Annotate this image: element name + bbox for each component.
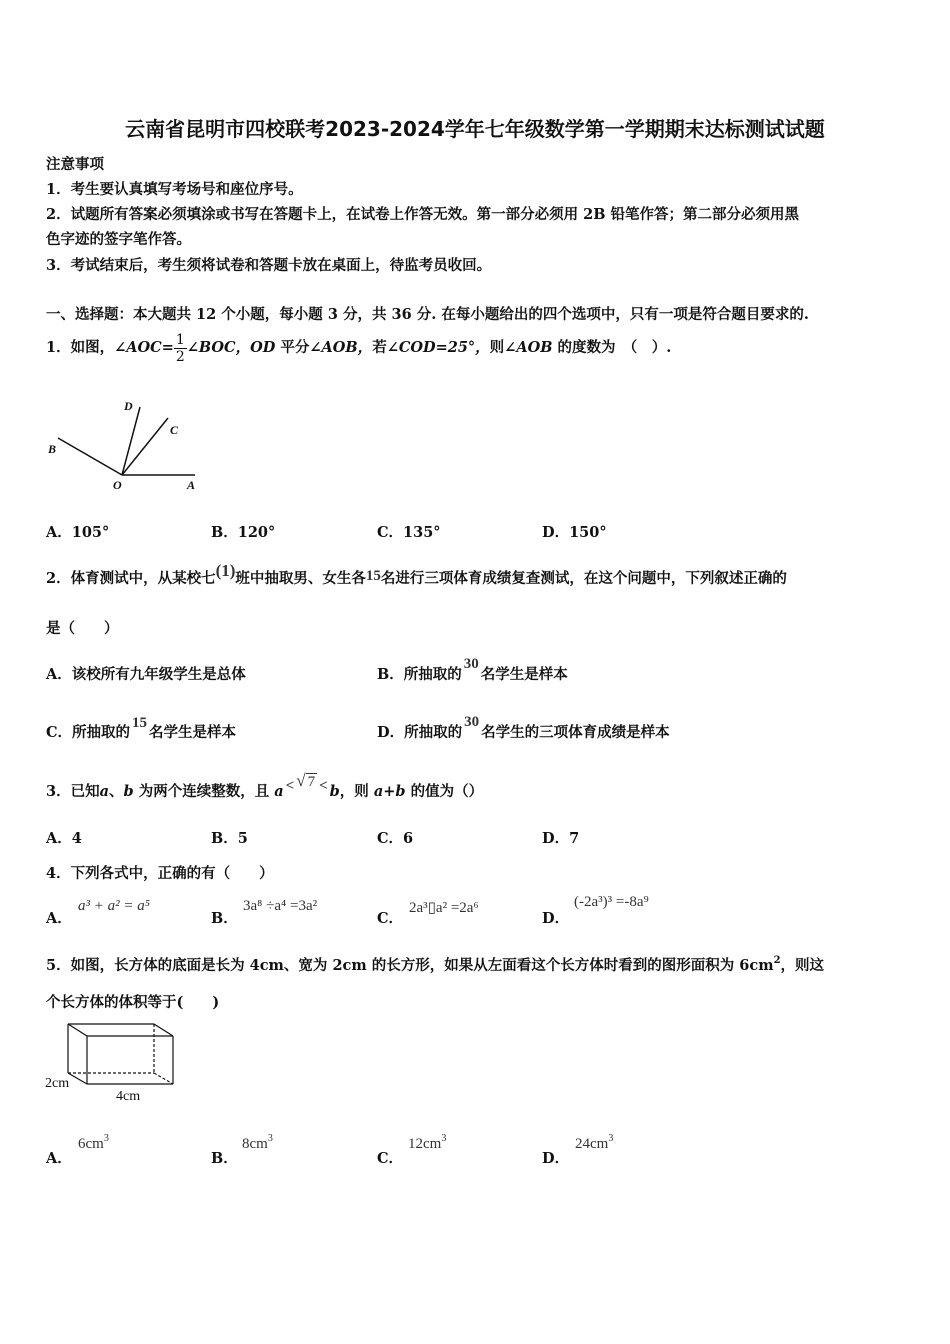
q2-option-c-text-2: 名学生是样本: [149, 724, 237, 741]
q1-od: OD: [250, 339, 276, 356]
q5-option-a-label[interactable]: A．: [46, 1150, 72, 1167]
q5-cuboid-figure: [44, 1016, 184, 1106]
q5-figure-length-label: 4cm: [116, 1089, 141, 1104]
q1-angle-boc: ∠BOC，: [186, 339, 251, 356]
notice-item-2-cont: 色字迹的签字笔作答。: [46, 231, 191, 248]
question-3-stem: [46, 771, 484, 801]
q3-option-a[interactable]: A．4: [46, 830, 82, 847]
q2-option-a[interactable]: A．该校所有九年级学生是总体: [46, 666, 246, 683]
q5-option-b-label[interactable]: B．: [211, 1150, 238, 1167]
label-b: B: [48, 442, 57, 456]
q1-angle-aob-2: ∠AOB: [504, 339, 553, 356]
q1-angle-aob: ∠AOB，: [309, 339, 373, 356]
q3-text: 3．已知: [46, 783, 100, 800]
q3-radicand: 7: [307, 774, 316, 790]
q3-var-b-2: b: [329, 783, 340, 800]
q3-option-d[interactable]: D．7: [542, 830, 580, 847]
page-title: 云南省昆明市四校联考2023-2024学年七年级数学第一学期期末达标测试试题: [125, 117, 825, 141]
q5-option-a-value: $6cm^3$: [78, 1133, 109, 1152]
q1-angle-aoc: ∠AOC=: [114, 339, 174, 356]
q3-text-5: 的值为（）: [405, 783, 484, 800]
q1-text-4: 则: [489, 339, 505, 356]
notice-item-3: 3．考试结束后，考生须将试卷和答题卡放在桌面上，待监考员收回。: [46, 257, 492, 274]
q4-option-a-expr: a³ + a² = a⁵: [78, 898, 150, 914]
question-5-stem: [46, 954, 824, 975]
q1-option-c[interactable]: C．135°: [377, 524, 441, 541]
q3-var-b: b: [123, 783, 134, 800]
q5-text: 5．如图，长方体的底面是长为 4cm、宽为 2cm 的长方形，如果从左面看这个长方体时看到的图形面积为 6cm: [46, 957, 774, 974]
q1-text-3: 若: [372, 339, 387, 356]
q2-number-15: 15: [365, 568, 381, 584]
q2-option-b-text: B．所抽取的: [377, 666, 462, 683]
ray-ob: [58, 438, 122, 475]
q5-text-2: ，则这: [780, 957, 825, 974]
question-4-stem: 4．下列各式中，正确的有（ ）: [46, 865, 274, 882]
q3-text-3: 为两个连续整数，且: [133, 783, 275, 800]
q4-option-d-label[interactable]: D．: [542, 910, 570, 927]
q3-less-than: <: [285, 778, 295, 794]
q5-option-c-value: $12cm^3$: [408, 1133, 447, 1152]
q4-option-a-label[interactable]: A．: [46, 910, 72, 927]
q1-angle-cod: ∠COD=25°，: [386, 339, 490, 356]
q1-fraction-num: 1: [175, 331, 185, 348]
q3-option-c[interactable]: C．6: [377, 830, 414, 847]
q1-option-b[interactable]: B．120°: [211, 524, 276, 541]
label-d: D: [124, 399, 133, 413]
q1-angle-figure: [40, 392, 210, 497]
q3-sum: a+b: [373, 783, 406, 800]
q3-var-a-2: a: [274, 783, 284, 800]
q2-option-d-text: D．所抽取的: [377, 724, 463, 741]
q1-fraction-den: 2: [175, 348, 185, 365]
notice-item-1: 1．考生要认真填写考场号和座位序号。: [46, 181, 303, 198]
q2-option-b[interactable]: [377, 656, 568, 684]
q4-option-b-label[interactable]: B．: [211, 910, 238, 927]
q4-option-b-expr: 3a⁸ ÷a⁴ =3a²: [243, 898, 318, 914]
q3-sqrt: [296, 771, 317, 790]
q3-text-2: 、: [109, 783, 124, 800]
q5-stem-cont: 个长方体的体积等于( ): [46, 994, 220, 1011]
q4-option-d-expr: (-2a³)³ =-8a⁹: [574, 894, 649, 910]
q2-option-c-number: 15: [132, 715, 148, 731]
q5-option-d-value: $24cm^3$: [575, 1133, 614, 1152]
q5-option-d-label[interactable]: D．: [542, 1150, 570, 1167]
q1-text-5: 的度数为 （ ）.: [552, 339, 672, 356]
q3-text-4: ，则: [339, 783, 374, 800]
q2-option-b-number: 30: [463, 656, 479, 672]
radical-sign-icon: √: [296, 771, 306, 790]
q2-text: 2．体育测试中，从某校七: [46, 570, 216, 587]
label-a: A: [187, 478, 196, 492]
q5-option-b-value: $8cm^3$: [242, 1133, 273, 1152]
label-c: C: [170, 423, 179, 437]
question-1-stem: [46, 330, 671, 366]
q5-figure-width-label: 2cm: [45, 1076, 70, 1091]
q4-option-c-label[interactable]: C．: [377, 910, 404, 927]
label-o: O: [113, 478, 122, 492]
q2-option-c-text: C．所抽取的: [46, 724, 131, 741]
question-2-stem: [46, 561, 787, 588]
notice-heading: 注意事项: [46, 156, 104, 173]
q3-var-a: a: [99, 783, 109, 800]
q2-class-number: (1): [215, 561, 236, 580]
q2-text-3: 名进行三项体育成绩复查测试，在这个问题中，下列叙述正确的: [380, 570, 787, 587]
q2-stem-cont: 是（ ）: [46, 620, 119, 637]
q2-option-d[interactable]: [377, 714, 670, 742]
q1-text: 1．如图，: [46, 339, 115, 356]
q2-option-d-number: 30: [464, 714, 480, 730]
q5-square-exponent: 2: [773, 955, 781, 966]
q2-option-b-text-2: 名学生是样本: [480, 666, 568, 683]
q3-less-than-2: <: [319, 778, 328, 794]
q2-option-c[interactable]: [46, 715, 237, 742]
q1-option-d[interactable]: D．150°: [542, 524, 607, 541]
q5-option-c-label[interactable]: C．: [377, 1150, 404, 1167]
q1-fraction: [174, 332, 187, 365]
q1-text-2: 平分: [275, 339, 310, 356]
q2-text-2: 班中抽取男、女生各: [235, 570, 366, 587]
q4-option-c-expr: 2a³▯a² =2a⁶: [409, 900, 479, 916]
q2-option-d-text-2: 名学生的三项体育成绩是样本: [481, 724, 670, 741]
notice-item-2: 2．试题所有答案必须填涂或书写在答题卡上，在试卷上作答无效。第一部分必须用 2B 铅笔作答；第二部分必须用黑: [46, 206, 800, 223]
q3-option-b[interactable]: B．5: [211, 830, 248, 847]
section-heading: 一、选择题：本大题共 12 个小题，每小题 3 分，共 36 分. 在每小题给出的四个选项中，只有一项是符合题目要求的.: [46, 306, 809, 323]
q1-option-a[interactable]: A．105°: [46, 524, 110, 541]
